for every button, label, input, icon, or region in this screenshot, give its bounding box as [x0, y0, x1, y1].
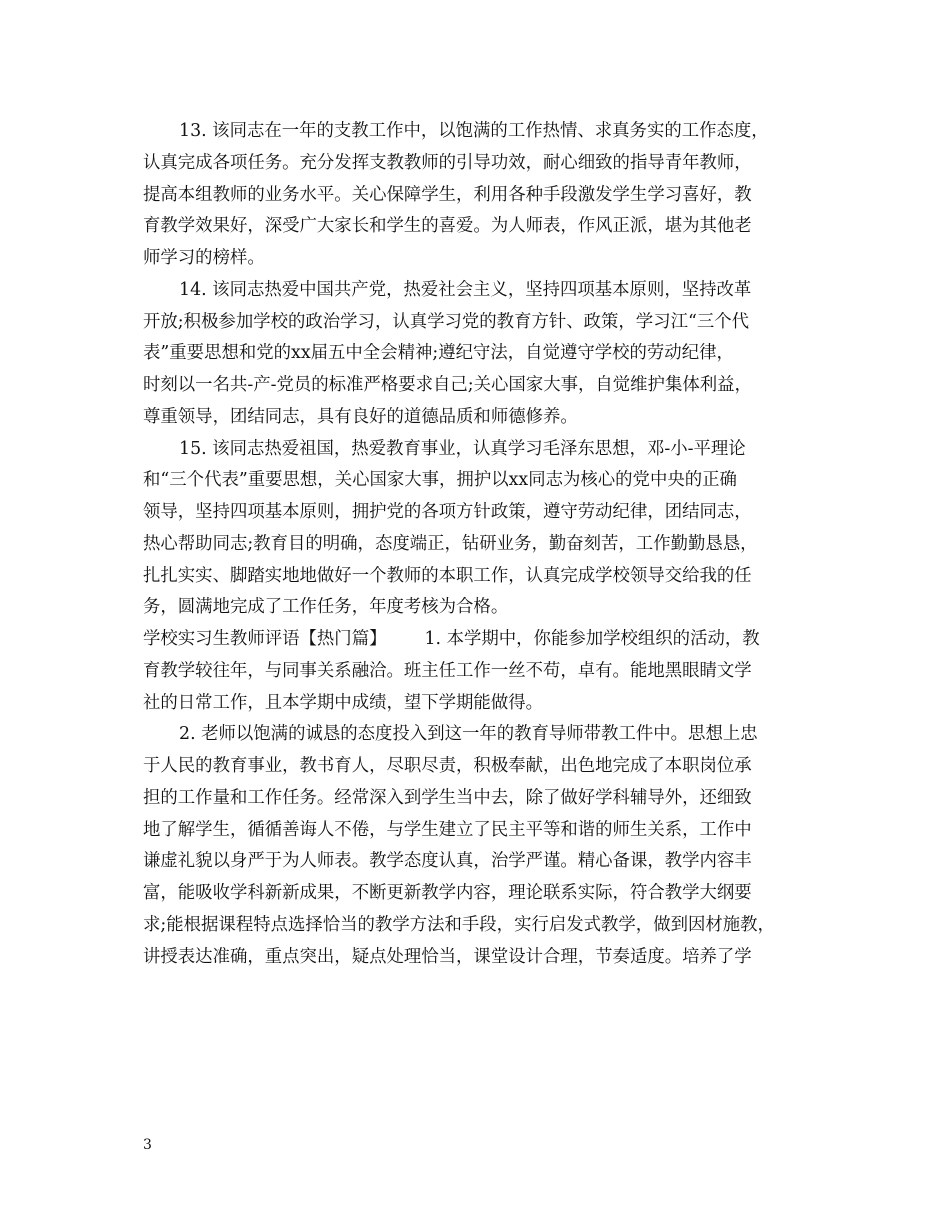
paragraph-2-line: 于人民的教育事业，教书育人，尽职尽责，积极奉献，出色地完成了本职岗位承 — [143, 756, 752, 776]
paragraph-13-line: 13. 该同志在一年的支教工作中，以饱满的工作热情、求真务实的工作态度， — [179, 121, 769, 141]
paragraph-15-line: 领导，坚持四项基本原则，拥护党的各项方针政策，遵守劳动纪律，团结同志， — [143, 502, 752, 522]
paragraph-2-line: 2. 老师以饱满的诚恳的态度投入到这一年的教育导师带教工件中。思想上忠 — [179, 724, 758, 745]
section-heading-line — [143, 624, 813, 656]
paragraph-2-line: 谦虚礼貌以身严于为人师表。教学态度认真，治学严谨。精心备课，教学内容丰 — [143, 851, 752, 872]
paragraph-2-line: 求;能根据课程特点选择恰当的教学方法和手段，实行启发式教学，做到因材施教， — [143, 914, 775, 935]
paragraph-13-line: 育教学效果好，深受广大家长和学生的喜爱。为人师表，作风正派，堪为其他老 — [143, 216, 752, 237]
paragraph-13-line: 提高本组教师的业务水平。关心保障学生，利用各种手段激发学生学习喜好，教 — [143, 184, 752, 205]
paragraph-13-line: 认真完成各项任务。充分发挥支教教师的引导功效，耐心细致的指导青年教师， — [143, 152, 752, 173]
paragraph-2-line: 地了解学生，循循善诲人不倦，与学生建立了民主平等和谐的师生关系，工作中 — [143, 819, 752, 840]
section-heading: 学校实习生教师评语【热门篇】 — [143, 629, 387, 649]
paragraph-15-line: 和“三个代表”重要思想，关心国家大事，拥护以xx同志为核心的党中央的正确 — [143, 470, 737, 491]
document-body — [143, 116, 813, 973]
paragraph-14-line: 时刻以一名共-产-党员的标准严格要求自己;关心国家大事，自觉维护集体利益， — [143, 375, 752, 395]
paragraph-2-line: 讲授表达准确，重点突出，疑点处理恰当，课堂设计合理，节奏适度。培养了学 — [143, 946, 752, 967]
paragraph-14-line: 尊重领导，团结同志，具有良好的道德品质和师德修养。 — [143, 406, 578, 427]
paragraph-15-line: 扎扎实实、脚踏实地地做好一个教师的本职工作，认真完成学校领导交给我的任 — [143, 565, 752, 586]
paragraph-1-first-line: 1. 本学期中，你能参加学校组织的活动，教 — [424, 629, 760, 649]
paragraph-1-line: 育教学较往年，与同事关系融洽。班主任工作一丝不苟，卓有。能地黑眼睛文学 — [143, 660, 752, 681]
paragraph-13-line: 师学习的榜样。 — [143, 248, 265, 268]
paragraph-1-line: 社的日常工作，且本学期中成绩，望下学期能做得。 — [143, 692, 543, 713]
paragraph-15-line: 热心帮助同志;教育目的明确，态度端正，钻研业务，勤奋刻苦，工作勤勤恳恳， — [143, 533, 758, 554]
paragraph-14-line: 表”重要思想和党的xx届五中全会精神;遵纪守法，自觉遵守学校的劳动纪律， — [143, 343, 734, 364]
paragraph-15-line: 务，圆满地完成了工作任务，年度考核为合格。 — [143, 597, 509, 618]
paragraph-15-line: 15. 该同志热爱祖国，热爱教育事业，认真学习毛泽东思想，邓-小-平理论 — [179, 438, 746, 459]
paragraph-2-line: 富，能吸收学科新新成果，不断更新教学内容，理论联系实际，符合教学大纲要 — [143, 883, 752, 903]
page-number: 3 — [143, 1137, 152, 1153]
paragraph-2-line: 担的工作量和工作任务。经常深入到学生当中去，除了做好学科辅导外，还细致 — [143, 787, 752, 808]
paragraph-14-line: 开放;积极参加学校的政治学习，认真学习党的教育方针、政策，学习江“三个代 — [143, 311, 750, 332]
paragraph-14-line: 14. 该同志热爱中国共产党，热爱社会主义，坚持四项基本原则，坚持改革 — [179, 279, 752, 300]
